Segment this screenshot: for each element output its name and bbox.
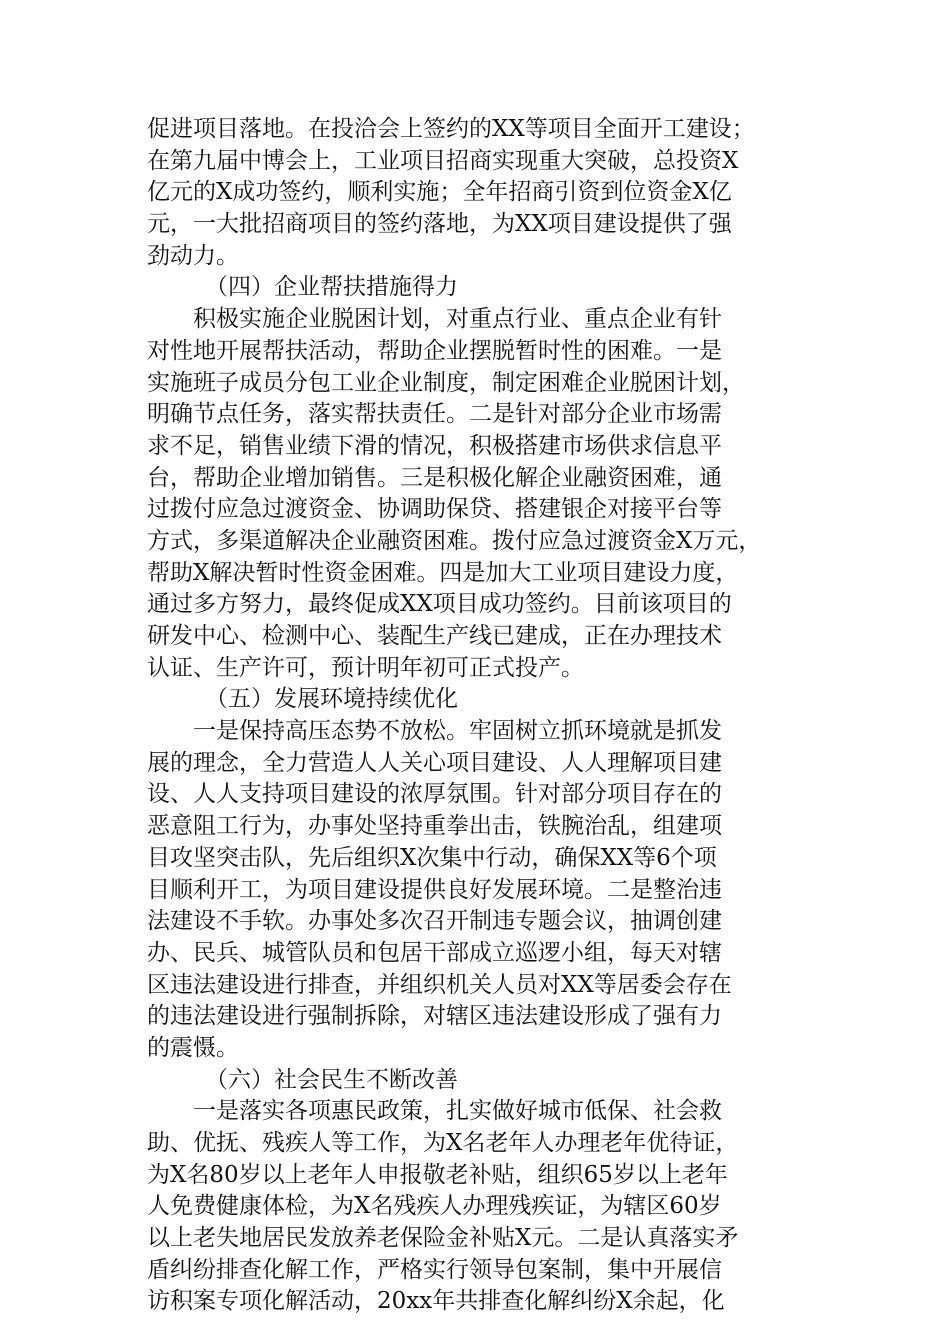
paragraph-line: 研发中心、检测中心、装配生产线已建成，正在办理技术 [147, 623, 722, 649]
paragraph-line: 恶意阻工行为，办事处坚持重拳出击，铁腕治乱，组建项 [147, 813, 722, 840]
body-paragraph [147, 716, 827, 1065]
body-paragraph [147, 114, 827, 272]
body-paragraph [147, 304, 827, 684]
paragraph-line: 元，一大批招商项目的签约落地，为XX项目建设提供了强 [147, 211, 732, 238]
section-heading [147, 272, 827, 304]
paragraph-line: 目顺利开工，为项目建设提供良好发展环境。二是整治违 [147, 876, 722, 903]
paragraph-line: 人免费健康体检，为X名残疾人办理残疾证，为辖区60岁 [147, 1193, 722, 1220]
paragraph-line: 设、人人支持项目建设的浓厚氛围。针对部分项目存在的 [147, 781, 722, 808]
paragraph-line: 为X名80岁以上老年人申报敬老补贴，组织65岁以上老年 [147, 1161, 728, 1188]
paragraph-line: 帮助X解决暂时性资金困难。四是加大工业项目建设力度， [147, 559, 739, 586]
paragraph-line: 目攻坚突击队，先后组织X次集中行动，确保XX等6个项 [147, 844, 717, 871]
paragraph-line: 劲动力。 [147, 242, 239, 269]
paragraph-line: 盾纠纷排查化解工作，严格实行领导包案制，集中开展信 [147, 1256, 722, 1283]
paragraph-line: 访积案专项化解活动，20xx年共排查化解纠纷X余起，化 [147, 1288, 725, 1315]
paragraph-line: 促进项目落地。在投洽会上签约的XX等项目全面开工建设； [147, 116, 755, 142]
section-heading [147, 1065, 827, 1097]
paragraph-line: 法建设不手软。办事处多次召开制违专题会议，抽调创建 [147, 908, 722, 935]
document-body [147, 114, 827, 1318]
paragraph-line: 积极实施企业脱困计划，对重点行业、重点企业有针 [193, 306, 722, 333]
heading-text: （五）发展环境持续优化 [205, 686, 458, 713]
paragraph-line: 过拨付应急过渡资金、协调助保贷、搭建银企对接平台等 [147, 496, 722, 523]
paragraph-line: 展的理念，全力营造人人关心项目建设、人人理解项目建 [147, 749, 722, 776]
paragraph-line: 助、优抚、残疾人等工作，为X名老年人办理老年优待证， [147, 1130, 739, 1156]
paragraph-line: 方式，多渠道解决企业融资困难。拨付应急过渡资金X万元， [147, 527, 762, 554]
paragraph-line: 的违法建设进行强制拆除，对辖区违法建设形成了强有力 [147, 1003, 722, 1030]
paragraph-line: 通过多方努力，最终促成XX项目成功签约。目前该项目的 [147, 591, 732, 618]
paragraph-line: 实施班子成员分包工业企业制度，制定困难企业脱困计划， [147, 369, 745, 396]
body-paragraph [147, 1096, 827, 1318]
paragraph-line: 明确节点任务，落实帮扶责任。二是针对部分企业市场需 [147, 401, 722, 428]
heading-text: （六）社会民生不断改善 [205, 1066, 458, 1093]
section-heading [147, 684, 827, 716]
paragraph-line: 的震慑。 [147, 1034, 239, 1061]
paragraph-line: 对性地开展帮扶活动，帮助企业摆脱暂时性的困难。一是 [147, 337, 722, 364]
paragraph-line: 一是保持高压态势不放松。牢固树立抓环境就是抓发 [193, 718, 722, 745]
paragraph-line: 台，帮助企业增加销售。三是积极化解企业融资困难，通 [147, 464, 722, 491]
paragraph-line: 一是落实各项惠民政策，扎实做好城市低保、社会救 [193, 1098, 722, 1125]
paragraph-line: 办、民兵、城管队员和包居干部成立巡逻小组，每天对辖 [147, 939, 722, 966]
paragraph-line: 在第九届中博会上，工业项目招商实现重大突破，总投资X [147, 147, 739, 174]
paragraph-line: 求不足，销售业绩下滑的情况，积极搭建市场供求信息平 [147, 432, 722, 459]
heading-text: （四）企业帮扶措施得力 [205, 274, 458, 301]
paragraph-line: 区违法建设进行排查，并组织机关人员对XX等居委会存在 [147, 971, 732, 998]
paragraph-line: 认证、生产许可，预计明年初可正式投产。 [147, 654, 584, 681]
paragraph-line: 以上老失地居民发放养老保险金补贴X元。二是认真落实矛 [147, 1225, 739, 1252]
paragraph-line: 亿元的X成功签约，顺利实施；全年招商引资到位资金X亿 [147, 179, 732, 206]
